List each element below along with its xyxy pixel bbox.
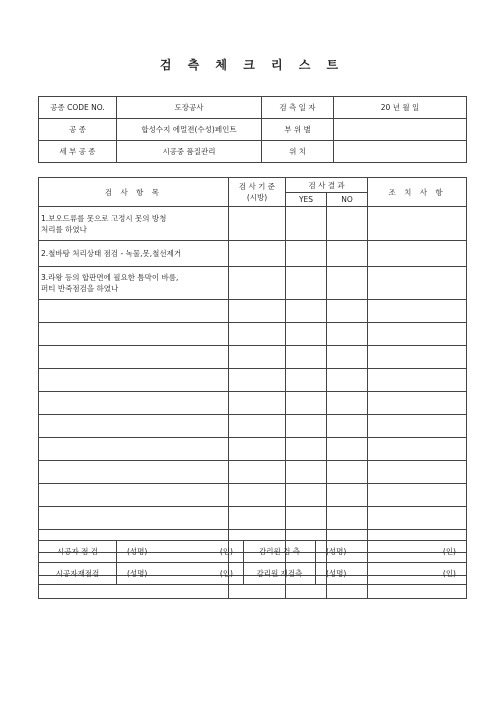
action-cell[interactable] — [368, 415, 467, 438]
info-label-date: 검 측 일 자 — [262, 97, 334, 119]
standard-cell[interactable] — [229, 323, 286, 346]
standard-cell[interactable] — [229, 507, 286, 530]
item-cell[interactable] — [39, 346, 229, 369]
item-cell[interactable] — [39, 438, 229, 461]
table-row — [39, 241, 467, 267]
no-cell[interactable] — [327, 415, 368, 438]
action-cell[interactable] — [368, 300, 467, 323]
check-item-1-line1: 1.보오드류를 못으로 고정시 못의 방청 — [41, 213, 167, 223]
standard-cell[interactable] — [229, 484, 286, 507]
no-cell[interactable] — [327, 484, 368, 507]
check-item-1 — [39, 207, 229, 241]
action-cell[interactable] — [368, 438, 467, 461]
yes-cell[interactable] — [286, 415, 327, 438]
header-no: NO — [327, 193, 368, 207]
action-cell[interactable] — [368, 507, 467, 530]
item-cell[interactable] — [39, 369, 229, 392]
table-row — [39, 346, 467, 369]
table-row — [39, 484, 467, 507]
sign-field-supervisor-inspect[interactable] — [316, 541, 467, 563]
yes-cell[interactable] — [286, 461, 327, 484]
action-cell[interactable] — [368, 323, 467, 346]
table-row — [39, 323, 467, 346]
table-row — [39, 438, 467, 461]
check-item-1-line2: 처리를 하였나 — [41, 224, 87, 234]
action-cell[interactable] — [368, 484, 467, 507]
sign-label-contractor-check: 시공자 점 검 — [39, 541, 117, 563]
sign-label-supervisor-inspect: 감리원 검 측 — [244, 541, 316, 563]
no-cell[interactable] — [327, 461, 368, 484]
info-value-part[interactable] — [334, 119, 467, 141]
sign-label-supervisor-reinspect: 감리원 재검측 — [244, 563, 316, 585]
yes-cell[interactable] — [286, 346, 327, 369]
sign-seal-label: (인) — [442, 569, 456, 578]
signature-table — [38, 540, 467, 585]
info-row-work — [39, 119, 467, 141]
table-row — [39, 300, 467, 323]
check-item-2 — [39, 241, 229, 267]
table-row — [39, 415, 467, 438]
info-label-part: 부 위 별 — [262, 119, 334, 141]
header-check-item: 검 사 항 목 — [39, 178, 229, 207]
info-table — [38, 96, 467, 163]
item-cell[interactable] — [39, 323, 229, 346]
no-cell[interactable] — [327, 323, 368, 346]
yes-cell[interactable] — [286, 300, 327, 323]
checklist-table — [38, 177, 467, 599]
page-title: 검 측 체 크 리 스 트 — [159, 58, 345, 72]
action-cell[interactable] — [368, 461, 467, 484]
sign-field-contractor-check[interactable] — [117, 541, 244, 563]
info-row-detail — [39, 141, 467, 163]
item-cell[interactable] — [39, 415, 229, 438]
sign-seal-label: (인) — [442, 547, 456, 556]
standard-cell[interactable] — [229, 392, 286, 415]
header-result: 검 사 결 과 — [286, 178, 368, 193]
header-standard-sub: (시방) — [246, 193, 268, 202]
sign-name-label: (성명) — [326, 547, 347, 556]
check-item-3-line2: 퍼티 반죽점검을 하였나 — [41, 284, 119, 293]
table-row — [39, 392, 467, 415]
sign-field-supervisor-reinspect[interactable] — [316, 563, 467, 585]
sign-field-contractor-material[interactable] — [117, 563, 244, 585]
no-cell[interactable] — [327, 300, 368, 323]
header-action: 조 치 사 항 — [368, 178, 467, 207]
item-cell[interactable] — [39, 484, 229, 507]
sign-name-label: (성명) — [127, 547, 148, 556]
header-standard — [229, 178, 286, 207]
standard-cell[interactable] — [229, 369, 286, 392]
no-cell[interactable] — [327, 438, 368, 461]
action-cell[interactable] — [368, 369, 467, 392]
item-cell[interactable] — [39, 392, 229, 415]
signature-row-2 — [39, 563, 467, 585]
standard-cell[interactable] — [229, 346, 286, 369]
header-standard-label: 검 사 기 준 — [238, 182, 276, 191]
info-value-location[interactable] — [334, 141, 467, 163]
sign-seal-label: (인) — [219, 547, 233, 556]
yes-cell[interactable] — [286, 438, 327, 461]
info-value-detail[interactable]: 시공중 품질관리 — [117, 141, 262, 163]
sign-name-label: (성명) — [127, 569, 148, 578]
action-cell[interactable] — [368, 346, 467, 369]
standard-cell[interactable] — [229, 267, 286, 300]
check-item-3-line1: 3.라왕 등의 합판면에 필요한 틈막이 바름, — [41, 273, 179, 282]
standard-cell[interactable] — [229, 461, 286, 484]
no-cell[interactable] — [327, 346, 368, 369]
yes-cell[interactable] — [286, 267, 327, 300]
info-label-detail: 세 부 공 종 — [39, 141, 117, 163]
check-item-2-line1: 2.철바탕 처리상태 점검 - 녹물,못,철선제거 — [41, 249, 182, 258]
table-row — [39, 267, 467, 300]
yes-cell[interactable] — [286, 241, 327, 267]
item-cell[interactable] — [39, 300, 229, 323]
info-row-code — [39, 97, 467, 119]
standard-cell[interactable] — [229, 415, 286, 438]
standard-cell[interactable] — [229, 300, 286, 323]
info-label-code: 공종 CODE NO. — [39, 97, 117, 119]
standard-cell[interactable] — [229, 241, 286, 267]
no-cell[interactable] — [327, 241, 368, 267]
info-label-location: 위 치 — [262, 141, 334, 163]
info-label-work: 공 종 — [39, 119, 117, 141]
action-cell[interactable] — [368, 207, 467, 241]
yes-cell[interactable] — [286, 392, 327, 415]
signature-row-1 — [39, 541, 467, 563]
no-cell[interactable] — [327, 207, 368, 241]
yes-cell[interactable] — [286, 484, 327, 507]
sign-name-label: (성명) — [326, 569, 347, 578]
no-cell[interactable] — [327, 369, 368, 392]
yes-cell[interactable] — [286, 323, 327, 346]
info-value-code[interactable]: 도장공사 — [117, 97, 262, 119]
no-cell[interactable] — [327, 507, 368, 530]
table-row — [39, 461, 467, 484]
table-row — [39, 507, 467, 530]
info-value-work[interactable]: 합성수지 에멀젼(수성)페인트 — [117, 119, 262, 141]
sign-seal-label: (인) — [219, 569, 233, 578]
yes-cell[interactable] — [286, 207, 327, 241]
action-cell[interactable] — [368, 267, 467, 300]
yes-cell[interactable] — [286, 369, 327, 392]
table-row — [39, 207, 467, 241]
item-cell[interactable] — [39, 461, 229, 484]
yes-cell[interactable] — [286, 507, 327, 530]
no-cell[interactable] — [327, 267, 368, 300]
standard-cell[interactable] — [229, 438, 286, 461]
info-value-date[interactable]: 20 년 월 일 — [334, 97, 467, 119]
item-cell[interactable] — [39, 507, 229, 530]
sign-label-contractor-material: 시공자재점검 — [39, 563, 117, 585]
table-row — [39, 369, 467, 392]
no-cell[interactable] — [327, 392, 368, 415]
action-cell[interactable] — [368, 392, 467, 415]
checklist-header-row — [39, 178, 467, 193]
standard-cell[interactable] — [229, 207, 286, 241]
header-yes: YES — [286, 193, 327, 207]
check-item-3 — [39, 267, 229, 300]
action-cell[interactable] — [368, 241, 467, 267]
